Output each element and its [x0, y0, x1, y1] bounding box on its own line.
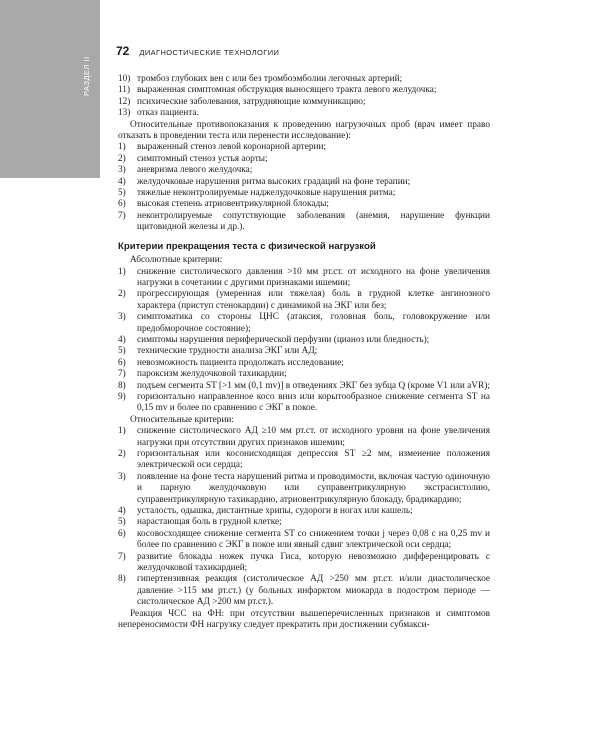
- list-item-text: симптомный стеноз устья аорты;: [137, 153, 268, 164]
- relative-contraindications-list: [118, 142, 490, 233]
- list-item-number: 11): [118, 85, 131, 96]
- list-item-text: невозможность пациента продолжать исследование;: [137, 357, 344, 368]
- list-item: [118, 358, 490, 369]
- list-item: [118, 335, 490, 346]
- closing-paragraph: Реакция ЧСС на ФН: при отсутствии вышеперечисленных признаков и симптомов непереносимости ФН нагрузку следует прекратить при достижении субмакси-: [118, 608, 490, 631]
- list-item-text: развитие блокады ножек пучка Гиса, которую невозможно дифференцировать с желудочковой тахикардией;: [137, 551, 490, 574]
- list-item-number: 5): [118, 517, 126, 528]
- list-item-number: 7): [118, 551, 126, 562]
- list-item: [118, 211, 490, 234]
- list-item-number: 8): [118, 380, 126, 391]
- list-item: [118, 472, 490, 506]
- absolute-criteria-intro: Абсолютные критерии:: [130, 255, 223, 266]
- list-item: [118, 449, 490, 472]
- list-item-number: 4): [118, 334, 126, 345]
- list-item-number: 8): [118, 574, 126, 585]
- list-item: [118, 267, 490, 290]
- list-item: [118, 188, 490, 199]
- list-item-text: подъем сегмента ST [>1 мм (0,1 mv)] в отведениях ЭКГ без зубца Q (кроме V1 или aVR);: [137, 380, 490, 391]
- list-item: [118, 289, 490, 312]
- list-item-number: 1): [118, 266, 126, 277]
- list-item-text: снижение систолического давления >10 мм рт.ст. от исходного на фоне увеличения нагрузки в сочетании с другими признаками ишемии;: [137, 266, 490, 288]
- list-item-number: 3): [118, 471, 126, 482]
- list-item-text: высокая степень атриовентрикулярной блокады;: [137, 199, 330, 210]
- list-item: [118, 165, 490, 176]
- section-heading: Критерии прекращения теста с физической нагрузкой: [118, 240, 376, 252]
- list-item-number: 1): [118, 426, 126, 437]
- list-item-number: 4): [118, 506, 126, 517]
- list-item: [118, 381, 490, 392]
- list-item: [118, 517, 490, 528]
- list-item-number: 2): [118, 449, 126, 459]
- list-item-text: психические заболевания, затрудняющие коммуникацию;: [137, 96, 366, 107]
- list-item-text: усталость, одышка, дистантные хрипы, судороги в ногах или кашель;: [137, 506, 413, 517]
- list-item: [118, 506, 490, 517]
- list-item-number: 2): [118, 289, 126, 300]
- list-item-text: прогрессирующая (умеренная или тяжелая) боль в грудной клетке ангинозного характера (приступ стенокардии) с динамикой на ЭКГ или без;: [137, 289, 490, 311]
- list-item: [118, 392, 490, 415]
- running-head: ДИАГНОСТИЧЕСКИЕ ТЕХНОЛОГИИ: [139, 48, 280, 57]
- list-item-number: 6): [118, 199, 126, 210]
- list-item-number: 3): [118, 165, 126, 176]
- list-item-text: горизонтальная или косонисходящая депрессия ST ≥2 мм, изменение положения электрической оси сердца;: [137, 449, 490, 471]
- list-item-text: выраженный стеноз левой коронарной артерии;: [137, 142, 326, 153]
- list-item: [118, 574, 490, 608]
- list-item-number: 10): [118, 74, 131, 84]
- relative-criteria-list: [118, 426, 490, 609]
- list-item-text: желудочковые нарушения ритма высоких градаций на фоне терапии;: [137, 176, 411, 187]
- list-item-text: выраженная симптомная обструкция выносящего тракта левого желудочка;: [137, 85, 437, 96]
- list-item-text: тромбоз глубоких вен с или без тромбоэмболии легочных артерий;: [137, 74, 403, 84]
- list-item-number: 9): [118, 391, 126, 402]
- list-item-number: 6): [118, 528, 126, 539]
- absolute-criteria-list: [118, 267, 490, 415]
- relative-contraindications-intro: Относительные противопоказания к проведению нагрузочных проб (врач имеет право отказать в проведении теста или перенести исследование):: [118, 119, 490, 142]
- list-item-text: нарастающая боль в грудной клетке;: [137, 517, 282, 528]
- list-item-text: аневризма левого желудочка;: [137, 165, 253, 176]
- list-item-text: горизонтально направленное косо вниз или корытообразное снижение сегмента ST на 0,15 mv и более по сравнению с ЭКГ в покое.: [137, 391, 490, 414]
- list-item-text: отказ пациента.: [137, 108, 199, 119]
- list-item-text: снижение систолического АД ≥10 мм рт.ст. от исходного уровня на фоне увеличения нагрузки при отсутствии других признаков ишемии;: [137, 426, 490, 448]
- list-item-text: появление на фоне теста нарушений ритма и проводимости, включая частую одиночную и парную желудочковую или суправентрикулярную экстрасистолию, суправентрикулярную тахикардию, атриовентрикулярную блокаду, брадикардию;: [137, 471, 490, 505]
- list-item-number: 3): [118, 312, 126, 323]
- list-item-number: 7): [118, 210, 126, 221]
- list-item-text: косовосходящее снижение сегмента ST со снижением точки j через 0,08 с на 0,25 mv и более по сравнению с ЭКГ в покое или явный сдвиг электрической оси сердца;: [137, 528, 490, 551]
- list-item-text: неконтролируемые сопутствующие заболевания (анемия, нарушение функции щитовидной железы и др.).: [137, 210, 490, 233]
- list-item-text: технические трудности анализа ЭКГ или АД;: [137, 346, 318, 357]
- list-item: [118, 199, 490, 210]
- contraindications-list-continued: [118, 74, 490, 120]
- list-item-number: 4): [118, 176, 126, 187]
- section-label: РАЗДЕЛ II: [82, 56, 91, 96]
- list-item: [118, 154, 490, 165]
- list-item-number: 5): [118, 188, 126, 199]
- list-item-number: 6): [118, 357, 126, 368]
- list-item: [118, 369, 490, 380]
- page-number: 72: [116, 44, 130, 58]
- list-item: [118, 97, 490, 108]
- relative-criteria-intro: Относительные критерии:: [130, 414, 234, 425]
- section-sidebar: [0, 0, 100, 178]
- list-item: [118, 312, 490, 335]
- list-item-text: гипертензивная реакция (систолическое АД >250 мм рт.ст. и/или диастолическое давление >115 мм рт.ст.) (у больных инфарктом миокарда в подостром периоде — систолическое АД >200 мм рт.ст.).: [137, 574, 490, 608]
- list-item-text: симптоматика со стороны ЦНС (атаксия, головная боль, головокружение или предобморочное состояние);: [137, 312, 490, 334]
- list-item-number: 2): [118, 153, 126, 164]
- list-item-number: 12): [118, 96, 131, 107]
- page-header: [116, 44, 279, 58]
- list-item: [118, 74, 490, 85]
- list-item-number: 13): [118, 108, 131, 119]
- list-item: [118, 552, 490, 575]
- page-content: [118, 74, 490, 632]
- list-item: [118, 108, 490, 119]
- list-item: [118, 426, 490, 449]
- list-item: [118, 177, 490, 188]
- list-item: [118, 85, 490, 96]
- list-item: [118, 142, 490, 153]
- list-item-number: 7): [118, 369, 126, 380]
- list-item-number: 5): [118, 346, 126, 357]
- list-item-number: 1): [118, 142, 126, 153]
- list-item-text: тяжелые неконтролируемые наджелудочковые нарушения ритма;: [137, 188, 396, 199]
- list-item: [118, 346, 490, 357]
- list-item-text: симптомы нарушения периферической перфузии (цианоз или бледность);: [137, 334, 430, 345]
- list-item-text: пароксизм желудочковой тахикардии;: [137, 369, 287, 380]
- list-item: [118, 529, 490, 552]
